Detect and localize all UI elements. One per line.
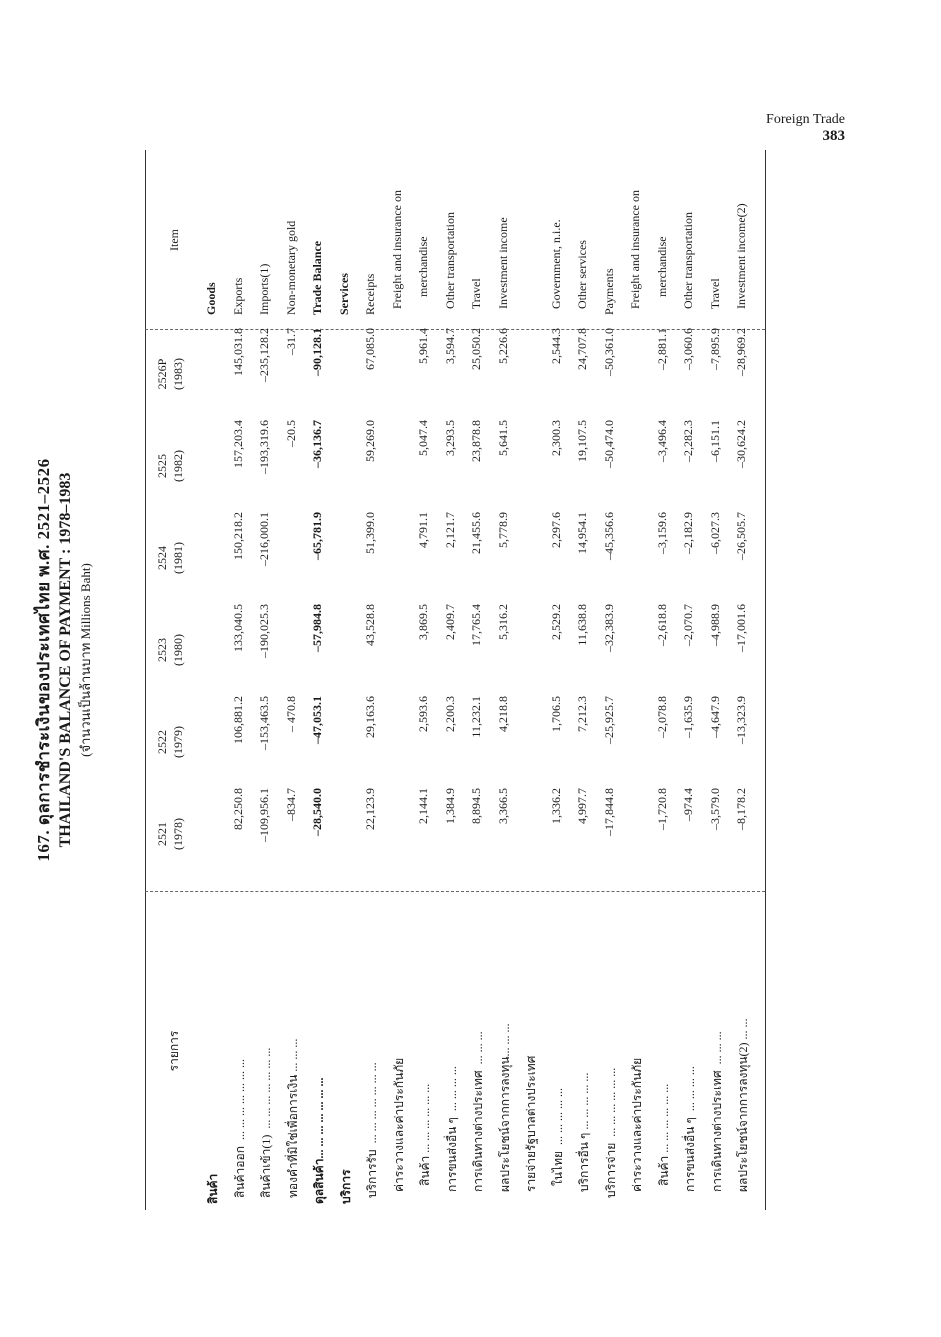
row-label-thai: การเดินทางต่างประเทศ ... ... ... — [471, 1031, 485, 1204]
table-row — [386, 150, 413, 1210]
row-label-thai: รายจ่ายรัฐบาลต่างประเทศ — [524, 1055, 538, 1204]
row-label-english: Exports — [230, 277, 245, 315]
value-cell: –1,720.8 — [654, 788, 669, 830]
row-label-english: Goods — [204, 282, 218, 315]
year-gregorian: (1979) — [170, 726, 185, 758]
row-label-thai: ในไทย ... ... ... ... ... — [550, 1087, 565, 1204]
value-cell: 1,384.9 — [442, 788, 457, 824]
row-label-english: Freight and insurance on — [628, 190, 642, 315]
value-cell: –57,984.8 — [310, 604, 324, 652]
value-cell: –6,027.3 — [707, 512, 722, 554]
table-row — [227, 150, 254, 1210]
value-cell: –17,001.6 — [734, 604, 748, 652]
value-cell: 4,791.1 — [416, 512, 430, 548]
page-number: 383 — [822, 128, 845, 145]
value-cell: 4,218.8 — [495, 696, 510, 732]
year-thai: 2525 — [155, 454, 169, 478]
year-gregorian: (1980) — [170, 634, 185, 666]
value-cell: 2,409.7 — [442, 604, 457, 640]
value-cell: –193,319.6 — [257, 420, 271, 474]
value-cell: 11,232.1 — [469, 696, 483, 738]
value-cell: 1,706.5 — [548, 696, 563, 732]
table-row — [439, 150, 466, 1210]
value-cell: 43,528.8 — [363, 604, 377, 646]
value-cell: –7,895.9 — [707, 328, 722, 370]
table-top-rule — [145, 150, 146, 1210]
row-label-english: Investment income(2) — [734, 203, 748, 315]
value-cell: –1,635.9 — [681, 696, 695, 738]
row-label-english: Receipts — [363, 273, 377, 315]
row-label-thai: การขนส่งอื่น ๆ ... ... ... ... — [444, 1066, 459, 1204]
value-cell: 2,544.3 — [548, 328, 563, 364]
table-row — [571, 150, 598, 1210]
value-cell: 21,455.6 — [469, 512, 483, 554]
value-cell: –2,070.7 — [681, 604, 695, 646]
value-cell: –20.5 — [283, 420, 298, 447]
row-label-thai: สินค้า ... ... ... ... ... ... — [656, 1083, 671, 1204]
row-label-english: Other transportation — [681, 212, 695, 315]
row-label-thai: สินค้า — [206, 1173, 220, 1204]
value-cell: –2,881.1 — [654, 328, 669, 370]
table-row — [704, 150, 731, 1210]
value-cell: –3,496.4 — [654, 420, 669, 462]
table-title-english: THAILAND'S BALANCE OF PAYMENT : 1978–1983 — [57, 472, 74, 848]
row-label-english: Non-monetary gold — [283, 220, 298, 315]
value-cell: 22,123.9 — [363, 788, 377, 830]
row-label-english: Trade Balance — [310, 240, 324, 315]
value-cell: 106,881.2 — [230, 696, 245, 744]
column-header-thai: รายการ — [167, 1030, 181, 1072]
value-cell: –50,361.0 — [601, 328, 616, 376]
column-header-item: Item — [167, 229, 181, 251]
value-cell: 59,269.0 — [363, 420, 377, 462]
year-header — [155, 788, 186, 880]
year-thai: 2521 — [155, 822, 169, 846]
row-label-thai: บริการจ่าย ... ... ... ... ... ... — [603, 1067, 618, 1204]
value-cell: –32,383.9 — [601, 604, 616, 652]
value-cell: 5,047.4 — [416, 420, 430, 456]
table-row — [677, 150, 704, 1210]
row-label-thai: ค่าระวางและค่าประกันภัย — [391, 1057, 406, 1204]
value-cell: 14,954.1 — [575, 512, 589, 554]
value-cell: 19,107.5 — [575, 420, 589, 462]
value-cell: – 470.8 — [283, 696, 298, 732]
value-cell: 2,144.1 — [416, 788, 430, 824]
value-cell: 17,765.4 — [469, 604, 483, 646]
row-label-english: Other transportation — [442, 212, 457, 315]
row-label-thai: บริการอื่น ๆ ... ... ... ... ... — [577, 1072, 591, 1204]
value-cell: 11,638.8 — [575, 604, 589, 646]
table-row — [333, 150, 360, 1210]
value-cell: 5,226.6 — [495, 328, 510, 364]
year-thai: 2522 — [155, 730, 169, 754]
row-label-english: Investment income — [495, 217, 510, 315]
row-label-thai: บริการรับ ... ... ... ... ... ... ... — [365, 1062, 379, 1204]
value-cell: 5,316.2 — [495, 604, 510, 640]
row-label-thai: ทองคำที่มิใช่เพื่อการเงิน ... ... ... — [285, 1038, 300, 1204]
table-row — [359, 150, 386, 1210]
value-cell: –8,178.2 — [734, 788, 748, 830]
value-cell: –45,356.6 — [601, 512, 616, 560]
year-thai: 2524 — [155, 546, 169, 570]
row-label-english: Imports(1) — [257, 263, 271, 315]
table-row — [200, 150, 227, 1210]
year-gregorian: (1978) — [170, 818, 185, 850]
value-cell: –153,463.5 — [257, 696, 271, 750]
row-label-english: Payments — [601, 268, 616, 315]
value-cell: 2,593.6 — [416, 696, 430, 732]
table-row — [492, 150, 519, 1210]
value-cell: –90,128.1 — [310, 328, 324, 376]
table-bottom-rule — [765, 150, 766, 1210]
value-cell: –36,136.7 — [310, 420, 324, 468]
row-label-thai: สินค้า ... ... ... ... ... ... — [418, 1083, 432, 1204]
row-label-english: merchandise — [654, 236, 669, 315]
table-title-block — [30, 110, 96, 1210]
table-row — [730, 150, 757, 1210]
value-cell: 2,297.6 — [548, 512, 563, 548]
value-cell: 3,366.5 — [495, 788, 510, 824]
table-row — [412, 150, 439, 1210]
value-cell: 3,869.5 — [416, 604, 430, 640]
value-cell: –31.7 — [283, 328, 298, 355]
row-label-english: Travel — [707, 278, 722, 315]
value-cell: 4,997.7 — [575, 788, 589, 824]
row-label-thai: สินค้าออก ... ... ... ... ... ... ... — [232, 1059, 247, 1204]
year-gregorian: (1983) — [170, 358, 185, 390]
value-cell: –28,540.0 — [310, 788, 324, 836]
table-row — [280, 150, 307, 1210]
value-cell: –2,282.3 — [681, 420, 695, 462]
value-cell: –190,025.3 — [257, 604, 271, 658]
row-label-thai: ผลประโยชน์จากการลงทุน(2) ... ... — [736, 1018, 750, 1204]
value-cell: –2,182.9 — [681, 512, 695, 554]
row-label-thai: ผลประโยชน์จากการลงทุน... ... ... — [497, 1023, 512, 1204]
row-label-english: Travel — [469, 278, 483, 315]
value-cell: 8,894.5 — [469, 788, 483, 824]
value-cell: –50,474.0 — [601, 420, 616, 468]
table-row — [545, 150, 572, 1210]
value-cell: 5,961.4 — [416, 328, 430, 364]
value-cell: 150,218.2 — [230, 512, 245, 560]
value-cell: –4,988.9 — [707, 604, 722, 646]
table-row — [306, 150, 333, 1210]
year-header — [155, 604, 186, 696]
table-row — [651, 150, 678, 1210]
value-cell: 145,031.8 — [230, 328, 245, 376]
value-cell: –974.4 — [681, 788, 695, 821]
value-cell: 25,050.2 — [469, 328, 483, 370]
value-cell: –17,844.8 — [601, 788, 616, 836]
value-cell: 82,250.8 — [230, 788, 245, 830]
value-cell: –28,969.2 — [734, 328, 748, 376]
value-cell: 2,300.3 — [548, 420, 563, 456]
value-cell: –13,323.9 — [734, 696, 748, 744]
row-label-english: Freight and insurance on — [389, 190, 404, 315]
table-row — [253, 150, 280, 1210]
value-cell: 157,203.4 — [230, 420, 245, 468]
table-title-thai: 167. ดุลการชำระเงินของประเทศไทย พ.ศ. 2521–2526 — [34, 458, 53, 862]
year-gregorian: (1982) — [170, 450, 185, 482]
value-cell: –216,000.1 — [257, 512, 271, 566]
value-cell: –26,505.7 — [734, 512, 748, 560]
table-row — [518, 150, 545, 1210]
value-cell: 2,121.7 — [442, 512, 457, 548]
value-cell: –4,647.9 — [707, 696, 722, 738]
value-cell: 7,212.3 — [575, 696, 589, 732]
value-cell: 67,085.0 — [363, 328, 377, 370]
value-cell: 133,040.5 — [230, 604, 245, 652]
value-cell: 23,878.8 — [469, 420, 483, 462]
value-cell: 24,707.8 — [575, 328, 589, 370]
value-cell: 2,200.3 — [442, 696, 457, 732]
value-cell: 5,778.9 — [495, 512, 510, 548]
value-cell: –2,078.8 — [654, 696, 669, 738]
value-cell: –3,060.6 — [681, 328, 695, 370]
balance-of-payment-table — [34, 50, 845, 1210]
row-label-thai: การเดินทางต่างประเทศ ... ... ... — [709, 1031, 724, 1204]
row-label-thai: การขนส่งอื่น ๆ ... ... ... ... — [683, 1066, 697, 1204]
value-cell: –3,159.6 — [654, 512, 669, 554]
row-label-thai: ดุลสินค้า... ... ... ... ... ... ... — [312, 1077, 326, 1204]
value-cell: –25,925.7 — [601, 696, 616, 744]
value-cell: –6,151.1 — [707, 420, 722, 462]
year-gregorian: (1981) — [170, 542, 185, 574]
value-cell: 2,529.2 — [548, 604, 563, 640]
row-label-english: Other services — [575, 240, 589, 315]
table-unit: (จำนวนเป็นล้านบาท Millions Baht) — [78, 563, 93, 757]
year-header — [155, 420, 186, 512]
section-title: Foreign Trade — [766, 112, 845, 127]
row-label-english: Government, n.i.e. — [548, 219, 563, 315]
year-header — [155, 696, 186, 788]
value-cell: –2,618.8 — [654, 604, 669, 646]
value-cell: 3,594.7 — [442, 328, 457, 364]
value-cell: –30,624.2 — [734, 420, 748, 468]
table-row — [624, 150, 651, 1210]
year-header — [155, 512, 186, 604]
value-cell: –3,579.0 — [707, 788, 722, 830]
value-cell: –47,053.1 — [310, 696, 324, 744]
value-cell: 3,293.5 — [442, 420, 457, 456]
row-label-english: Services — [336, 273, 351, 315]
year-header — [155, 328, 186, 420]
value-cell: –65,781.9 — [310, 512, 324, 560]
value-cell: –235,128.2 — [257, 328, 271, 382]
value-cell: 29,163.6 — [363, 696, 377, 738]
value-cell: –109,956.1 — [257, 788, 271, 842]
value-cell: 51,399.0 — [363, 512, 377, 554]
value-cell: 5,641.5 — [495, 420, 510, 456]
value-cell: 1,336.2 — [548, 788, 563, 824]
row-label-thai: ค่าระวางและค่าประกันภัย — [630, 1057, 644, 1204]
year-thai: 2523 — [155, 638, 169, 662]
row-label-thai: สินค้าเข้า(1) ... ... ... ... ... ... ... — [259, 1047, 273, 1204]
table-row — [465, 150, 492, 1210]
value-cell: –834.7 — [283, 788, 298, 821]
table-row — [598, 150, 625, 1210]
year-thai: 2526P — [155, 358, 169, 390]
row-label-english: merchandise — [416, 236, 430, 315]
row-label-thai: บริการ — [338, 1169, 353, 1204]
